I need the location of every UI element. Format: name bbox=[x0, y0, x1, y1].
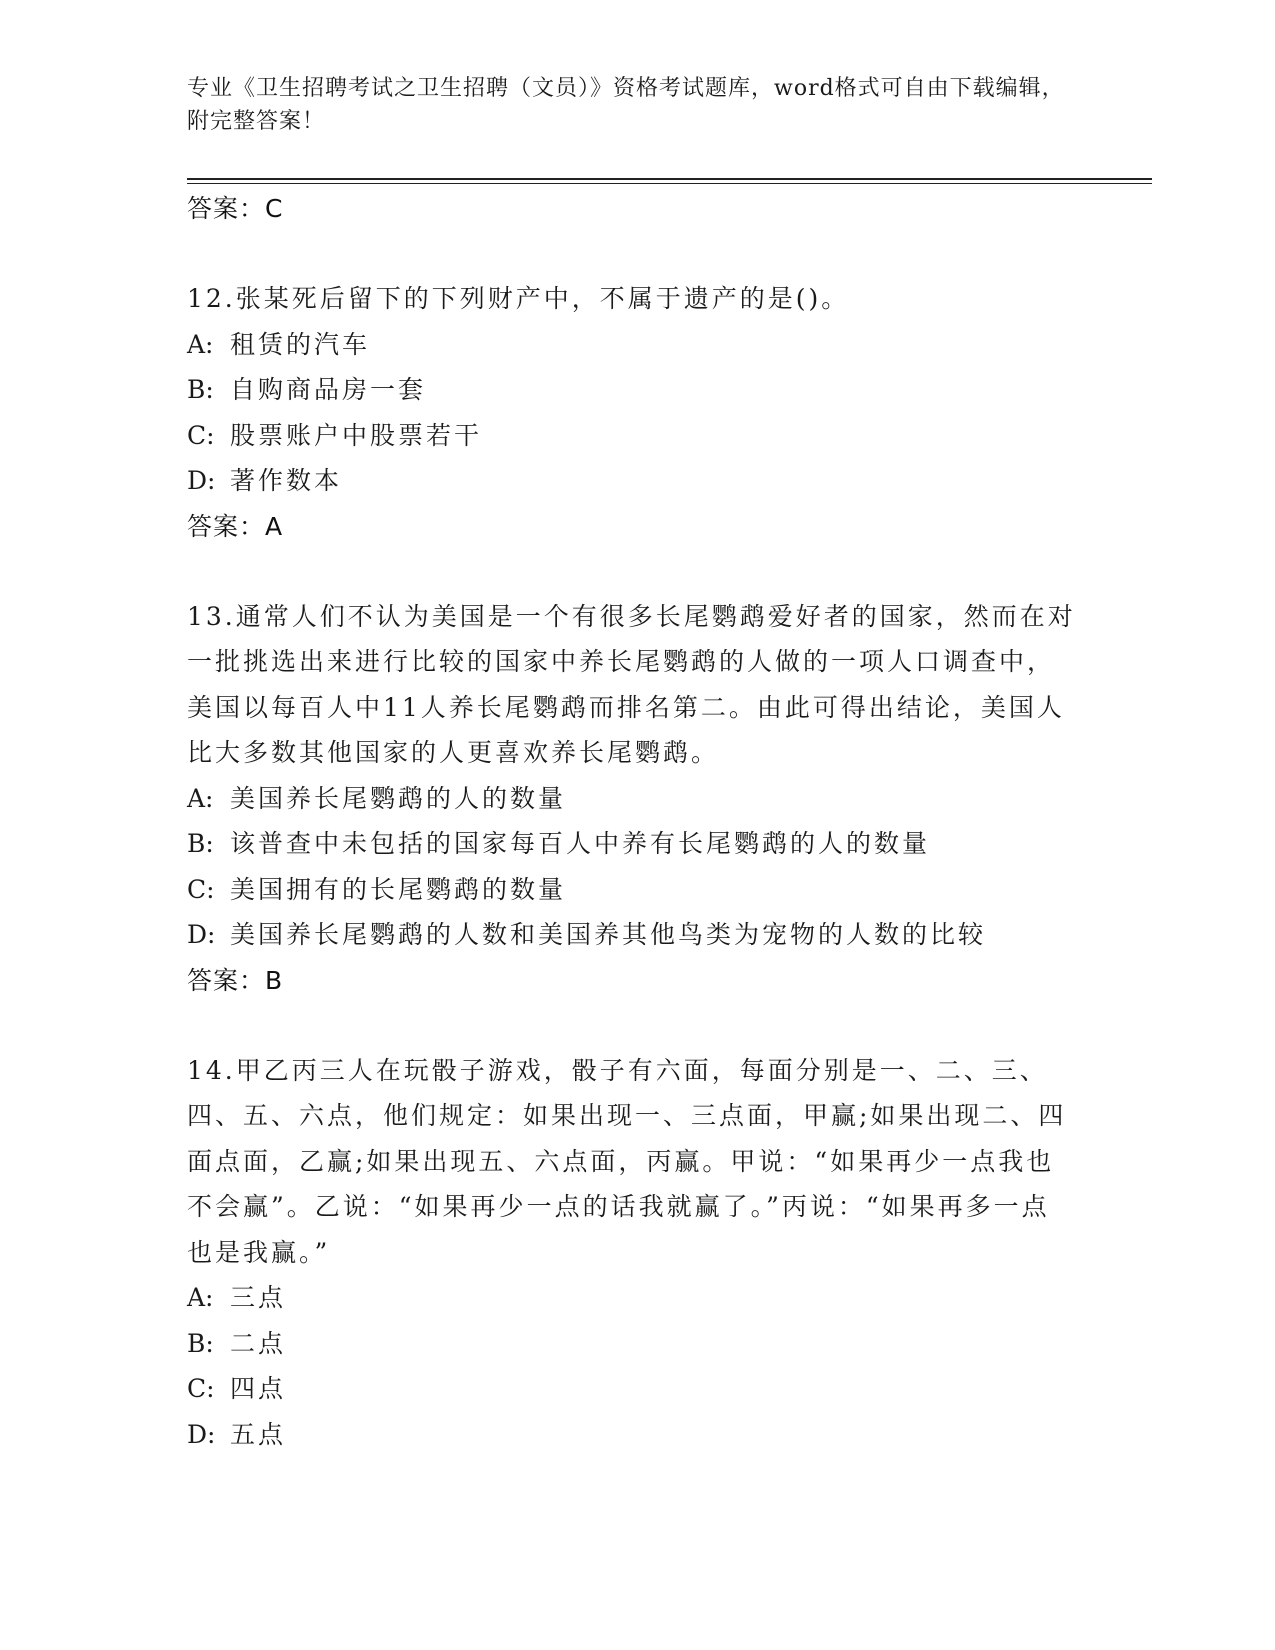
option-key: B: bbox=[187, 375, 214, 404]
option-key: D: bbox=[187, 466, 216, 495]
option-text: 著作数本 bbox=[230, 466, 343, 495]
option-key: C: bbox=[187, 420, 215, 450]
option-c bbox=[187, 413, 1077, 459]
option-text: 股票账户中股票若干 bbox=[230, 420, 483, 450]
option-text: 四点 bbox=[230, 1374, 287, 1403]
option-key: C: bbox=[187, 874, 215, 904]
option-text: 租赁的汽车 bbox=[230, 329, 371, 359]
option-b bbox=[187, 367, 1077, 413]
option-c bbox=[187, 1366, 1077, 1412]
question-12 bbox=[187, 276, 1077, 550]
option-key: B: bbox=[187, 1328, 214, 1358]
option-text: 美国养长尾鹦鹉的人数和美国养其他鸟类为宠物的人数的比较 bbox=[230, 920, 987, 949]
option-text: 二点 bbox=[230, 1328, 287, 1358]
option-b bbox=[187, 821, 1077, 867]
header-rule-thin bbox=[187, 183, 1152, 184]
question-answer: 答案：A bbox=[187, 511, 284, 541]
option-b bbox=[187, 1321, 1077, 1367]
option-key: D: bbox=[187, 1419, 216, 1449]
option-a bbox=[187, 776, 1077, 822]
question-stem: 12.张某死后留下的下列财产中，不属于遗产的是()。 bbox=[187, 284, 850, 313]
option-d bbox=[187, 912, 1077, 958]
option-text: 该普查中未包括的国家每百人中养有长尾鹦鹉的人的数量 bbox=[230, 829, 931, 858]
option-key: A: bbox=[187, 329, 214, 359]
question-list bbox=[187, 186, 1077, 1457]
option-text: 五点 bbox=[230, 1419, 287, 1449]
option-key: A: bbox=[187, 783, 214, 813]
header-rule-thick bbox=[187, 178, 1152, 180]
question-answer: 答案：B bbox=[187, 965, 284, 995]
option-key: C: bbox=[187, 1374, 215, 1403]
option-a bbox=[187, 1275, 1077, 1321]
option-a bbox=[187, 322, 1077, 368]
option-text: 三点 bbox=[230, 1283, 287, 1312]
question-stem: 13.通常人们不认为美国是一个有很多长尾鹦鹉爱好者的国家，然而在对一批挑选出来进行比较的国家中养长尾鹦鹉的人做的一项人口调查中，美国以每百人中11人养长尾鹦鹉而排名第二。由此可得出结论，美国人比大多数其他国家的人更喜欢养长尾鹦鹉。 bbox=[187, 601, 1076, 767]
option-d bbox=[187, 1412, 1077, 1458]
option-text: 美国养长尾鹦鹉的人的数量 bbox=[230, 783, 567, 813]
option-key: A: bbox=[187, 1283, 214, 1312]
previous-answer: 答案：C bbox=[187, 194, 284, 223]
option-text: 自购商品房一套 bbox=[230, 375, 427, 404]
question-stem: 14.甲乙丙三人在玩骰子游戏，骰子有六面，每面分别是一、二、三、四、五、六点，他们规定：如果出现一、三点面，甲赢;如果出现二、四面点面，乙赢;如果出现五、六点面，丙赢。甲说：“如果再少一点我也不会赢”。乙说：“如果再少一点的话我就赢了。”丙说：“如果再多一点也是我赢。” bbox=[187, 1055, 1067, 1267]
option-key: D: bbox=[187, 920, 216, 949]
question-14 bbox=[187, 1048, 1077, 1458]
option-c bbox=[187, 867, 1077, 913]
option-text: 美国拥有的长尾鹦鹉的数量 bbox=[230, 874, 567, 904]
option-d bbox=[187, 458, 1077, 504]
question-13 bbox=[187, 594, 1077, 1004]
document-header: 专业《卫生招聘考试之卫生招聘（文员）》资格考试题库，word格式可自由下载编辑，附完整答案！ bbox=[187, 76, 1065, 134]
option-key: B: bbox=[187, 829, 214, 858]
